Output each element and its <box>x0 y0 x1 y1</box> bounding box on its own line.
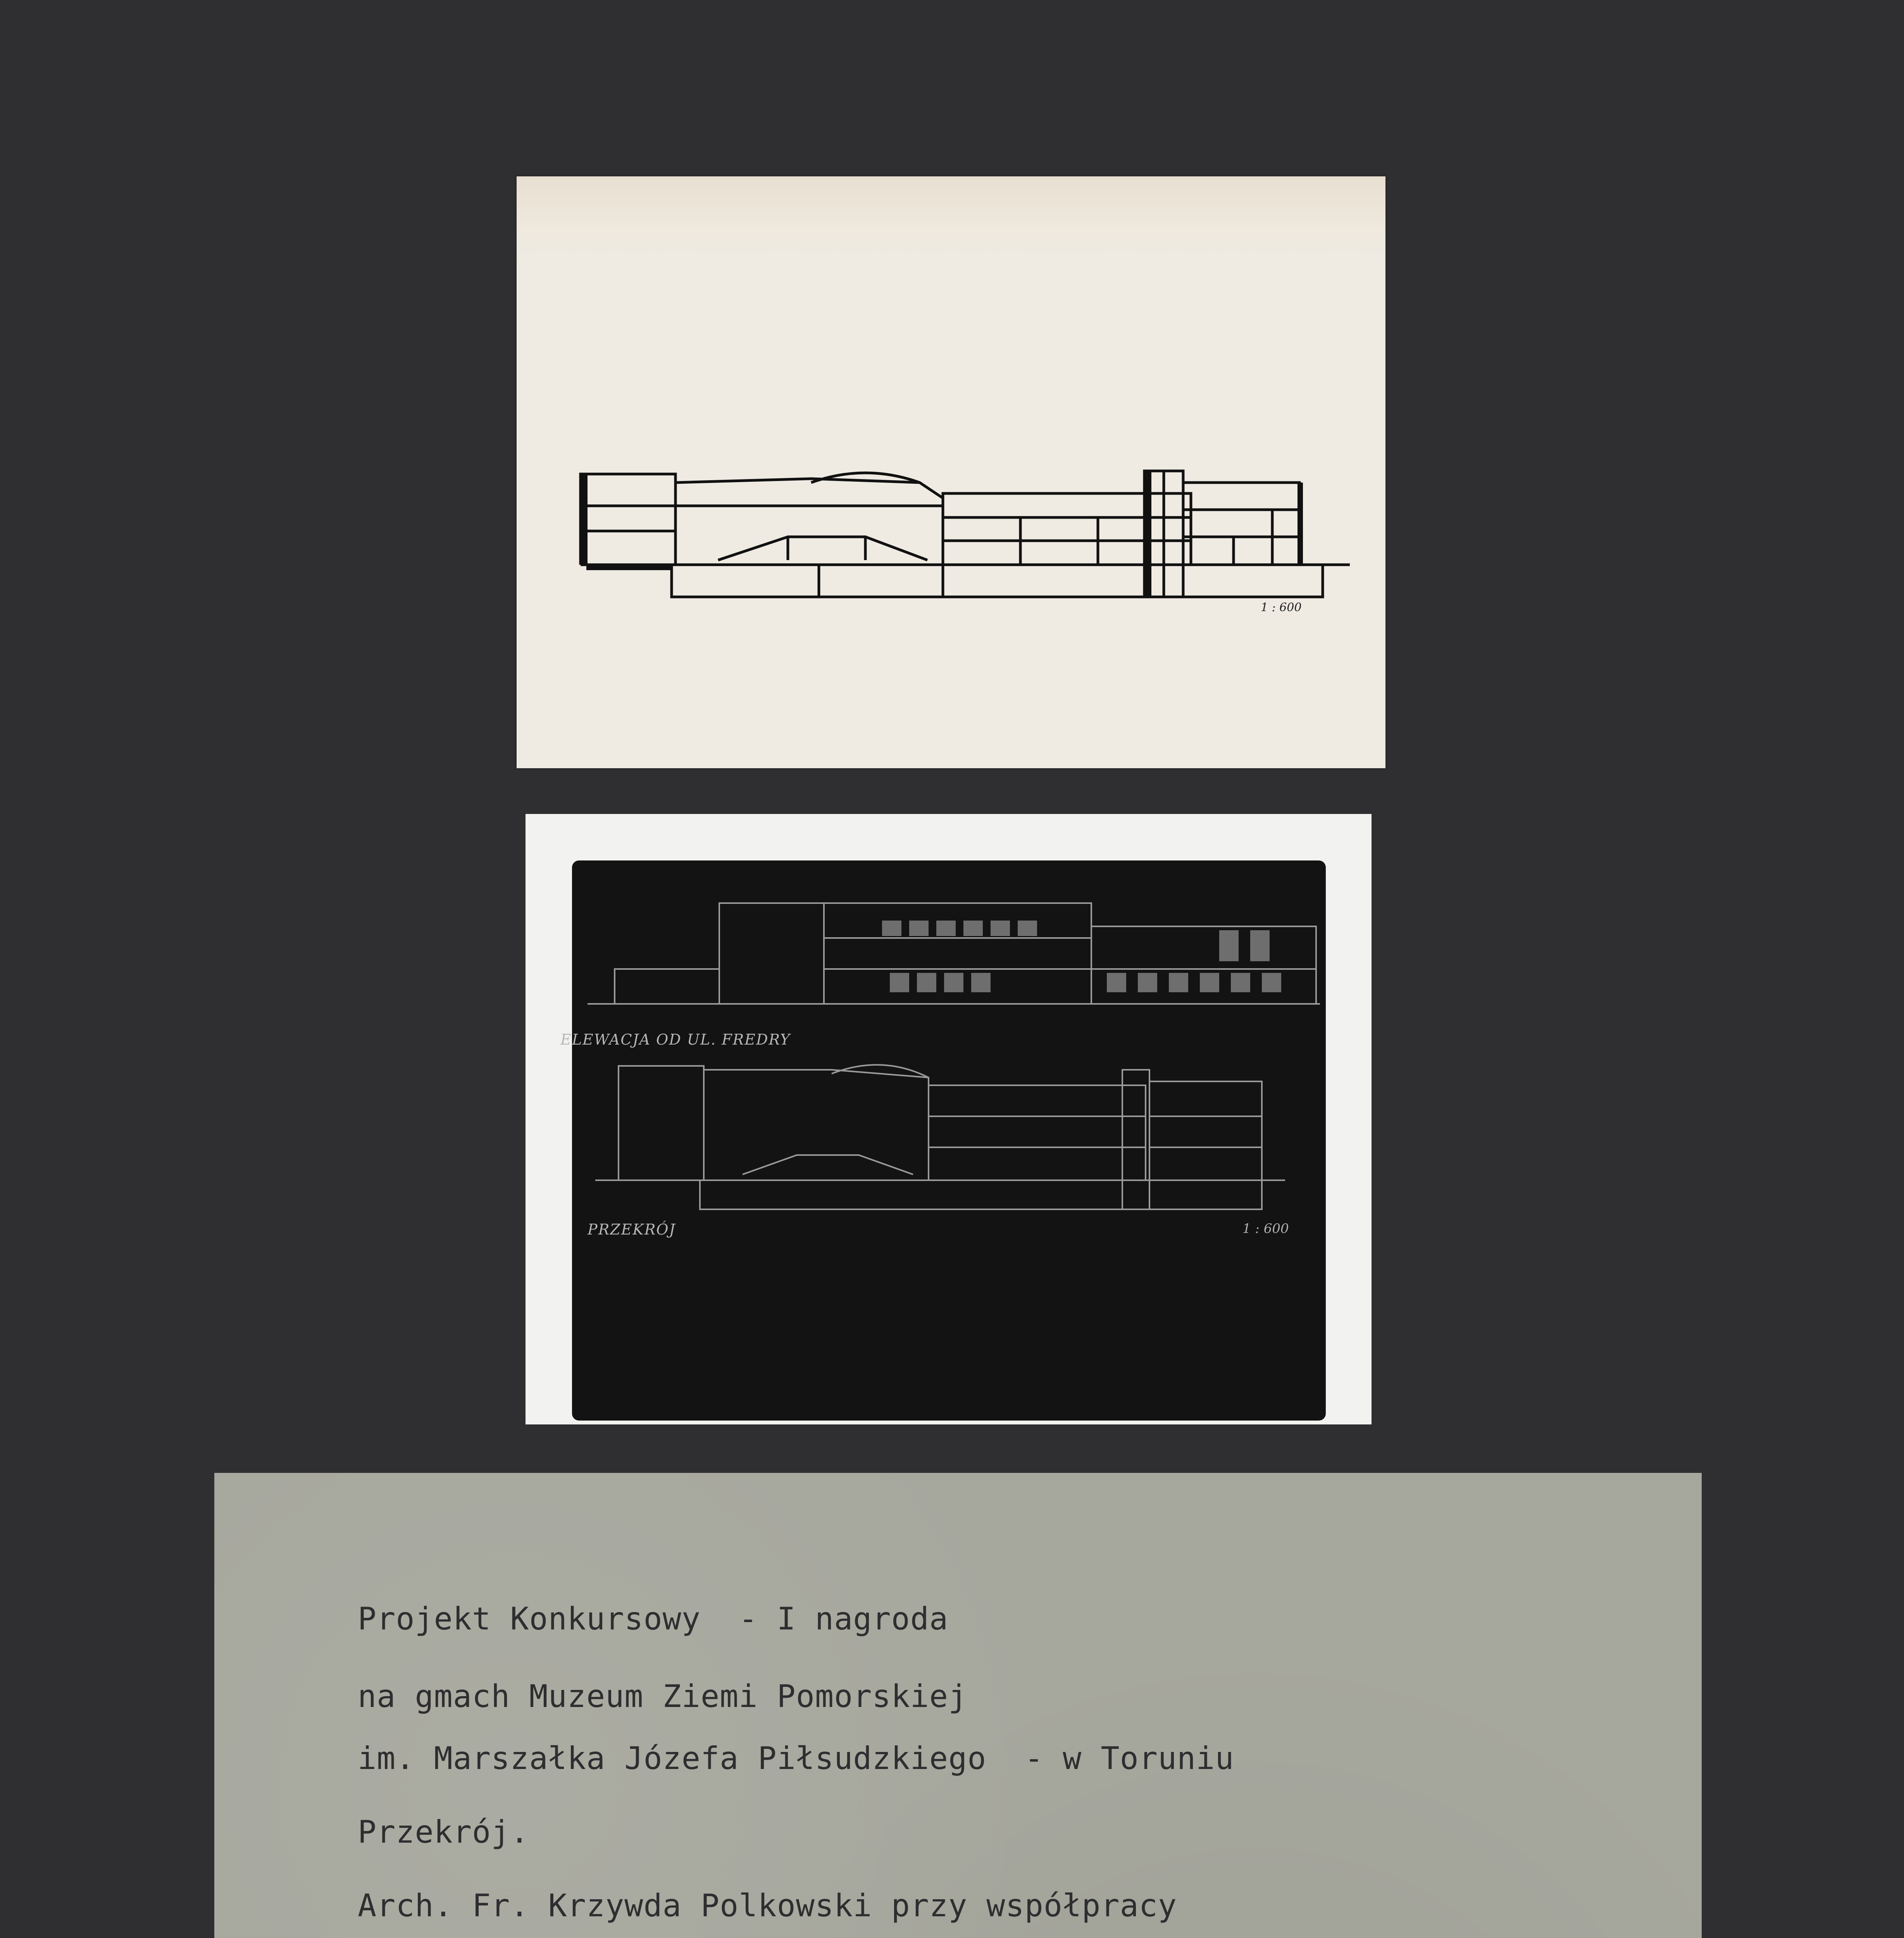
section-drawing-photo <box>517 176 1385 768</box>
card-title-line: Projekt Konkursowy - I nagroda <box>358 1601 949 1637</box>
catalogue-card <box>214 1473 1702 1938</box>
card-patron-line: im. Marszałka Józefa Piłsudzkiego - w Toruniu <box>358 1740 1234 1776</box>
card-building-line: na gmach Muzeum Ziemi Pomorskiej <box>358 1678 968 1714</box>
card-drawing-type-line: Przekrój. <box>358 1814 529 1850</box>
scale-label: 1 : 600 <box>1242 1221 1289 1236</box>
elevation-and-section-drawing <box>526 814 1372 1424</box>
section-label: PRZEKRÓJ <box>588 1221 676 1238</box>
negative-photo <box>526 814 1372 1424</box>
elevation-label: ELEWACJA OD UL. FREDRY <box>560 1031 791 1048</box>
section-drawing <box>517 176 1385 768</box>
scale-label: 1 : 600 <box>1261 601 1302 614</box>
card-architect-line: Arch. Fr. Krzywda Polkowski przy współpracy <box>358 1888 1177 1924</box>
